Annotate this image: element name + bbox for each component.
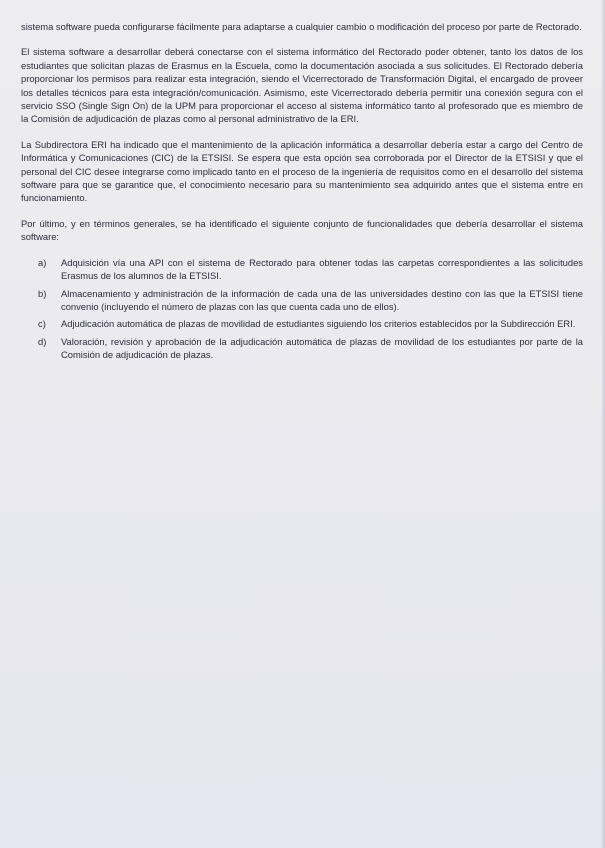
list-item	[21, 256, 583, 283]
list-item	[21, 287, 583, 314]
paragraph-functionalities-intro: Por último, y en términos generales, se ha identificado el siguiente conjunto de funcionalidades que debería desarrollar el sistema software:	[21, 217, 583, 243]
list-item-text: Adjudicación automática de plazas de movilidad de estudiantes siguiendo los criterios establecidos por la Subdirección ERI.	[61, 318, 576, 330]
list-item	[21, 335, 583, 362]
paragraph-system-integration: El sistema software a desarrollar deberá conectarse con el sistema informático del Rectorado poder obtener, tanto los datos de los estudiantes que solicitan plazas de Erasmus en la Escuela, como la documentación asociada a sus solicitudes. El Rectorado debería proporcionar los permisos para realizar esta integración, siendo el Vicerrectorado de Transformación Digital, el encargado de proveer los detalles técnicos para esta integración/comunicación. Asimismo, este Vicerrectorado debería permitir una conexión segura con el servicio SSO (Single Sign On) de la UPM para proporcionar el acceso al sistema informático tanto al profesorado que es miembro de la Comisión de adjudicación de plazas como al personal administrativo de la ERI.	[21, 46, 583, 125]
list-item-text: Adquisición vía una API con el sistema de Rectorado para obtener todas las carpetas correspondientes a las solicitudes Erasmus de los alumnos de la ETSISI.	[61, 256, 583, 282]
list-marker: d)	[38, 335, 47, 347]
list-item-text: Valoración, revisión y aprobación de la adjudicación automática de plazas de movilidad de los estudiantes por parte de la Comisión de adjudicación de plazas.	[61, 335, 583, 361]
list-item	[21, 317, 583, 330]
functionality-list	[21, 256, 583, 362]
list-marker: c)	[38, 318, 46, 330]
paragraph-continuation: sistema software pueda configurarse fácilmente para adaptarse a cualquier cambio o modificación del proceso por parte de Rectorado.	[21, 21, 582, 32]
list-marker: a)	[38, 256, 47, 268]
list-marker: b)	[38, 287, 47, 299]
paragraph-maintenance: La Subdirectora ERI ha indicado que el mantenimiento de la aplicación informática a desarrollar debería estar a cargo del Centro de Informática y Comunicaciones (CIC) de la ETSISI. Se espera que esta opción sea corroborada por el Director de la ETSISI y que el personal del CIC desee integrarse como implicado tanto en el proceso de la ingeniería de requisitos como en el desarrollo del sistema software para que se garantice que, el conocimiento necesario para su mantenimiento sea adquirido antes que el sistema entre en funcionamiento.	[21, 138, 583, 204]
list-item-text: Almacenamiento y administración de la información de cada una de las universidades destino con las que la ETSISI tiene convenio (incluyendo el número de plazas con las que cuenta cada uno de ellos).	[61, 287, 583, 312]
